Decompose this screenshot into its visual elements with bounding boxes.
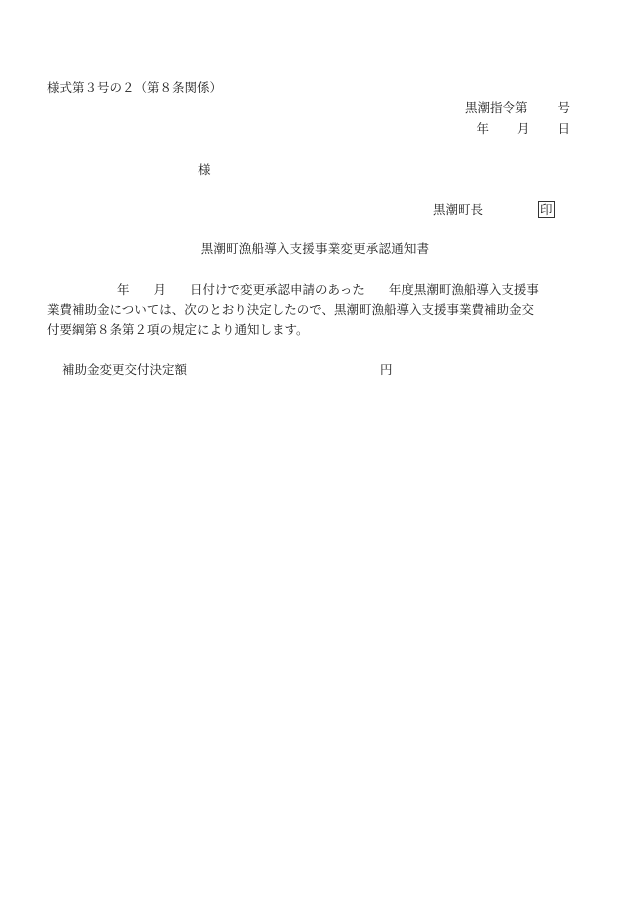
issuer <box>433 201 555 218</box>
body-month: 月 <box>153 282 167 297</box>
body-line-1 <box>47 280 587 300</box>
notice-body <box>47 280 587 340</box>
subsidy-amount <box>62 362 393 378</box>
document-number-suffix: 号 <box>557 100 570 115</box>
amount-unit: 円 <box>380 362 393 377</box>
body-year: 年 <box>117 282 130 297</box>
document-number-prefix: 黒潮指令第 <box>464 100 528 115</box>
date-year: 年 <box>476 121 489 136</box>
date-day: 日 <box>557 121 570 136</box>
document-number <box>465 100 570 116</box>
issue-date <box>476 121 570 137</box>
issuer-name: 黒潮町長 <box>433 202 484 217</box>
document-title: 黒潮町漁船導入支援事業変更承認通知書 <box>200 241 430 256</box>
addressee-honorific: 様 <box>198 162 211 177</box>
amount-label: 補助金変更交付決定額 <box>62 362 188 377</box>
seal-mark: 印 <box>540 202 553 217</box>
date-month: 月 <box>516 121 530 136</box>
body-line-3: 付要綱第８条第２項の規定により通知します。 <box>47 322 309 337</box>
body-line-1-end: 年度黒潮町漁船導入支援事 <box>388 282 539 297</box>
form-label: 様式第３号の２（第８条関係） <box>47 80 223 95</box>
body-line-1-middle: 日付けで変更承認申請のあった <box>190 282 365 297</box>
body-line-2: 業費補助金については、次のとおり決定したので、黒潮町漁船導入支援事業費補助金交 <box>47 302 535 317</box>
